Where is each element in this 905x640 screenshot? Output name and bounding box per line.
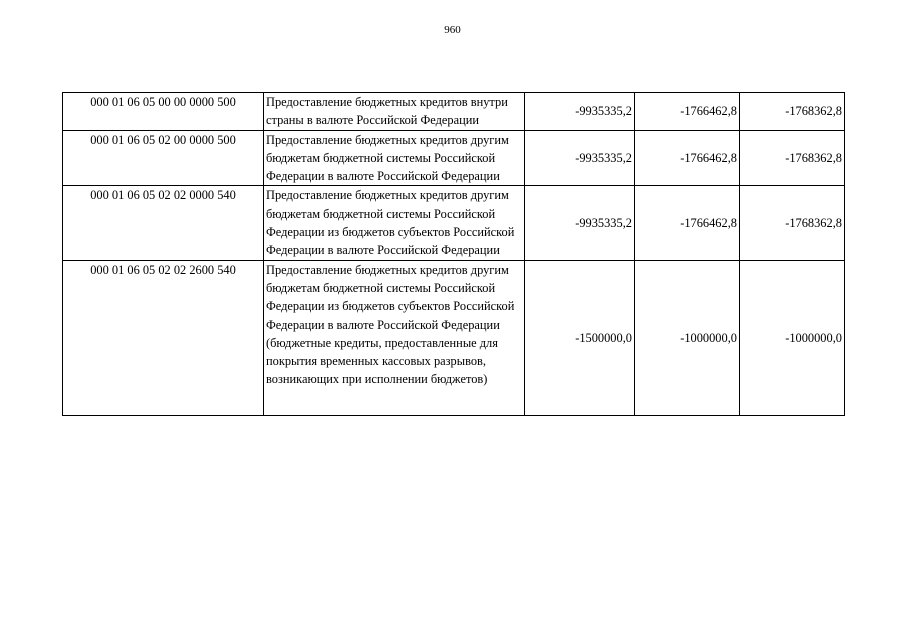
amount-cell-3: -1768362,8 [740,186,845,260]
table-row [63,93,845,131]
amount-cell-1: -1500000,0 [525,260,635,415]
page-number: 960 [444,24,461,36]
budget-classification-code: 000 01 06 05 02 02 0000 540 [63,186,264,260]
table-row [63,186,845,260]
source-name: Предоставление бюджетных кредитов другим бюджетам бюджетной системы Российской Федерации из бюджетов субъектов Российской Федерации в валюте Российской Федерации [264,186,525,260]
budget-classification-code: 000 01 06 05 00 00 0000 500 [63,93,264,131]
table-row [63,260,845,415]
source-name: Предоставление бюджетных кредитов внутри страны в валюте Российской Федерации [264,93,525,131]
budget-sources-table [62,92,845,416]
source-name: Предоставление бюджетных кредитов другим бюджетам бюджетной системы Российской Федерации из бюджетов субъектов Российской Федерации в валюте Российской Федерации (бюджетные кредиты, предоставленные для покрытия временных кассовых разрывов, возникающих при исполнении бюджетов) [264,260,525,415]
amount-cell-3: -1000000,0 [740,260,845,415]
table-row [63,130,845,186]
amount-cell-1: -9935335,2 [525,186,635,260]
amount-cell-2: -1766462,8 [635,93,740,131]
amount-cell-2: -1766462,8 [635,130,740,186]
amount-cell-1: -9935335,2 [525,130,635,186]
source-name: Предоставление бюджетных кредитов другим бюджетам бюджетной системы Российской Федерации в валюте Российской Федерации [264,130,525,186]
budget-classification-code: 000 01 06 05 02 00 0000 500 [63,130,264,186]
amount-cell-3: -1768362,8 [740,130,845,186]
amount-cell-2: -1766462,8 [635,186,740,260]
amount-cell-3: -1768362,8 [740,93,845,131]
amount-cell-1: -9935335,2 [525,93,635,131]
amount-cell-2: -1000000,0 [635,260,740,415]
budget-classification-code: 000 01 06 05 02 02 2600 540 [63,260,264,415]
